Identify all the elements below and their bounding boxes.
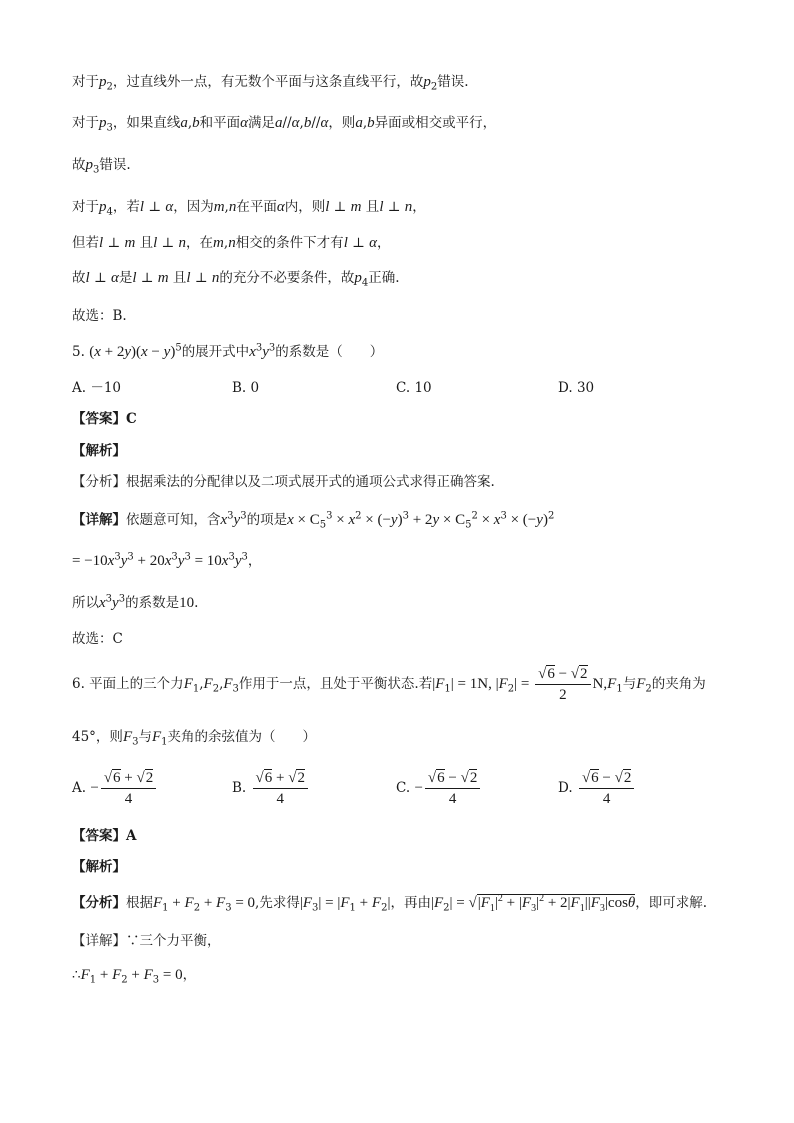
xiangjie-5-line2: = $-10x^3y^3 + 20x^3y^3 = 10x^3y^3$，	[72, 551, 262, 569]
option-d	[558, 768, 636, 809]
solution-line-but: 但若l ⊥ m 且l ⊥ n，在m,n相交的条件下才有l ⊥ α，	[72, 235, 391, 251]
option-label: A.	[72, 780, 87, 796]
xiangjie-6-line2: $\therefore F_1 + F_2 + F_3 = 0$，	[72, 967, 197, 986]
question-6-stem-line2: 45°，则$F_3$与$F_1$夹角的余弦值为（ ）	[72, 729, 317, 748]
question-6-stem-line1: 6. 平面上的三个力$F_1,F_2,F_3$作用于一点，且处于平衡状态.若$|F_1| = 1N$, $|F_2|$ = $\frac{√6 - √2}{2}$ $N,F_1$与$F_2$的夹角为	[72, 666, 706, 703]
xiangjie-5-line3: 所以$x^3y^3$的系数是10.	[72, 593, 199, 611]
option-label: B.	[232, 780, 247, 796]
option-b	[232, 378, 259, 398]
option-label: B.	[232, 380, 247, 396]
analysis-title-6: 【解析】	[72, 859, 126, 875]
choice-line: 故选：B.	[72, 308, 127, 324]
solution-line-p3: 对于$p_3$，如果直线a,b和平面α满足a//α,b//α，则a,b异面或相交或平行，	[72, 115, 497, 134]
fraction: $\frac{√6 - √2}{4}$	[425, 768, 480, 809]
option-b	[232, 768, 310, 809]
option-c	[396, 378, 432, 398]
analysis-title-5: 【解析】	[72, 443, 126, 459]
xiangjie-5-line1: 【详解】依题意可知，含$x^3y^3$的项是$x \times C_5^3 \times x^2 \times (-y)^3 + 2y \times C_5^2 \times x^3 \times (-y)^2$	[72, 510, 555, 531]
fraction: $\frac{√6 + √2}{4}$	[101, 768, 156, 809]
option-d	[558, 378, 594, 398]
option-label: D.	[558, 380, 573, 396]
question-number: 5.	[72, 344, 85, 360]
fraction: $\frac{√6 + √2}{4}$	[253, 768, 308, 809]
option-label: C.	[396, 380, 411, 396]
option-label: A.	[72, 380, 87, 396]
option-a	[72, 378, 121, 398]
solution-line-p2: 对于$p_2$，过直线外一点，有无数个平面与这条直线平行，故$p_2$错误.	[72, 74, 469, 93]
option-c: C. − $\frac{√6 - √2}{4}$	[396, 768, 482, 809]
solution-line-conclusion: 故l ⊥ α是l ⊥ m 且l ⊥ n的充分不必要条件，故$p_4$正确.	[72, 270, 400, 289]
fraction: $\frac{√6 - √2}{4}$	[579, 768, 634, 809]
option-value: 10	[414, 380, 432, 396]
question-number: 6.	[72, 676, 85, 692]
question-5-stem: 5. $(x + 2y)(x - y)^5$的展开式中$x^3y^3$的系数是（ ）	[72, 342, 384, 360]
answer-5: 【答案】C	[72, 411, 137, 427]
xiangjie-6-line1: 【详解】∵三个力平衡，	[72, 933, 221, 949]
answer-6: 【答案】A	[72, 828, 137, 844]
choice-5: 故选：C	[72, 631, 123, 647]
option-value: －10	[90, 380, 122, 396]
option-a: A. − $\frac{√6 + √2}{4}$	[72, 768, 158, 809]
option-value: 0	[250, 380, 260, 396]
solution-line-p4: 对于$p_4$，若l ⊥ α，因为m,n在平面α内，则l ⊥ m 且l ⊥ n，	[72, 199, 426, 218]
option-label: C.	[396, 780, 411, 796]
fenxi-6: 【分析】根据$F_1 + F_2 + F_3 = 0$,先求得$|F_3| = |F_1 + F_2|$，再由$|F_2| = √|F_1|^2 + |F_3|^2 + 2|F_1||F_3|\cos\theta$，即可求解.	[72, 893, 708, 914]
option-label: D.	[558, 780, 573, 796]
option-value: 30	[576, 380, 595, 396]
solution-line-p3-wrong: 故$p_3$错误.	[72, 157, 131, 176]
fraction: $\frac{√6 - √2}{2}$	[535, 664, 590, 705]
fenxi-5: 【分析】根据乘法的分配律以及二项式展开式的通项公式求得正确答案.	[72, 474, 495, 490]
